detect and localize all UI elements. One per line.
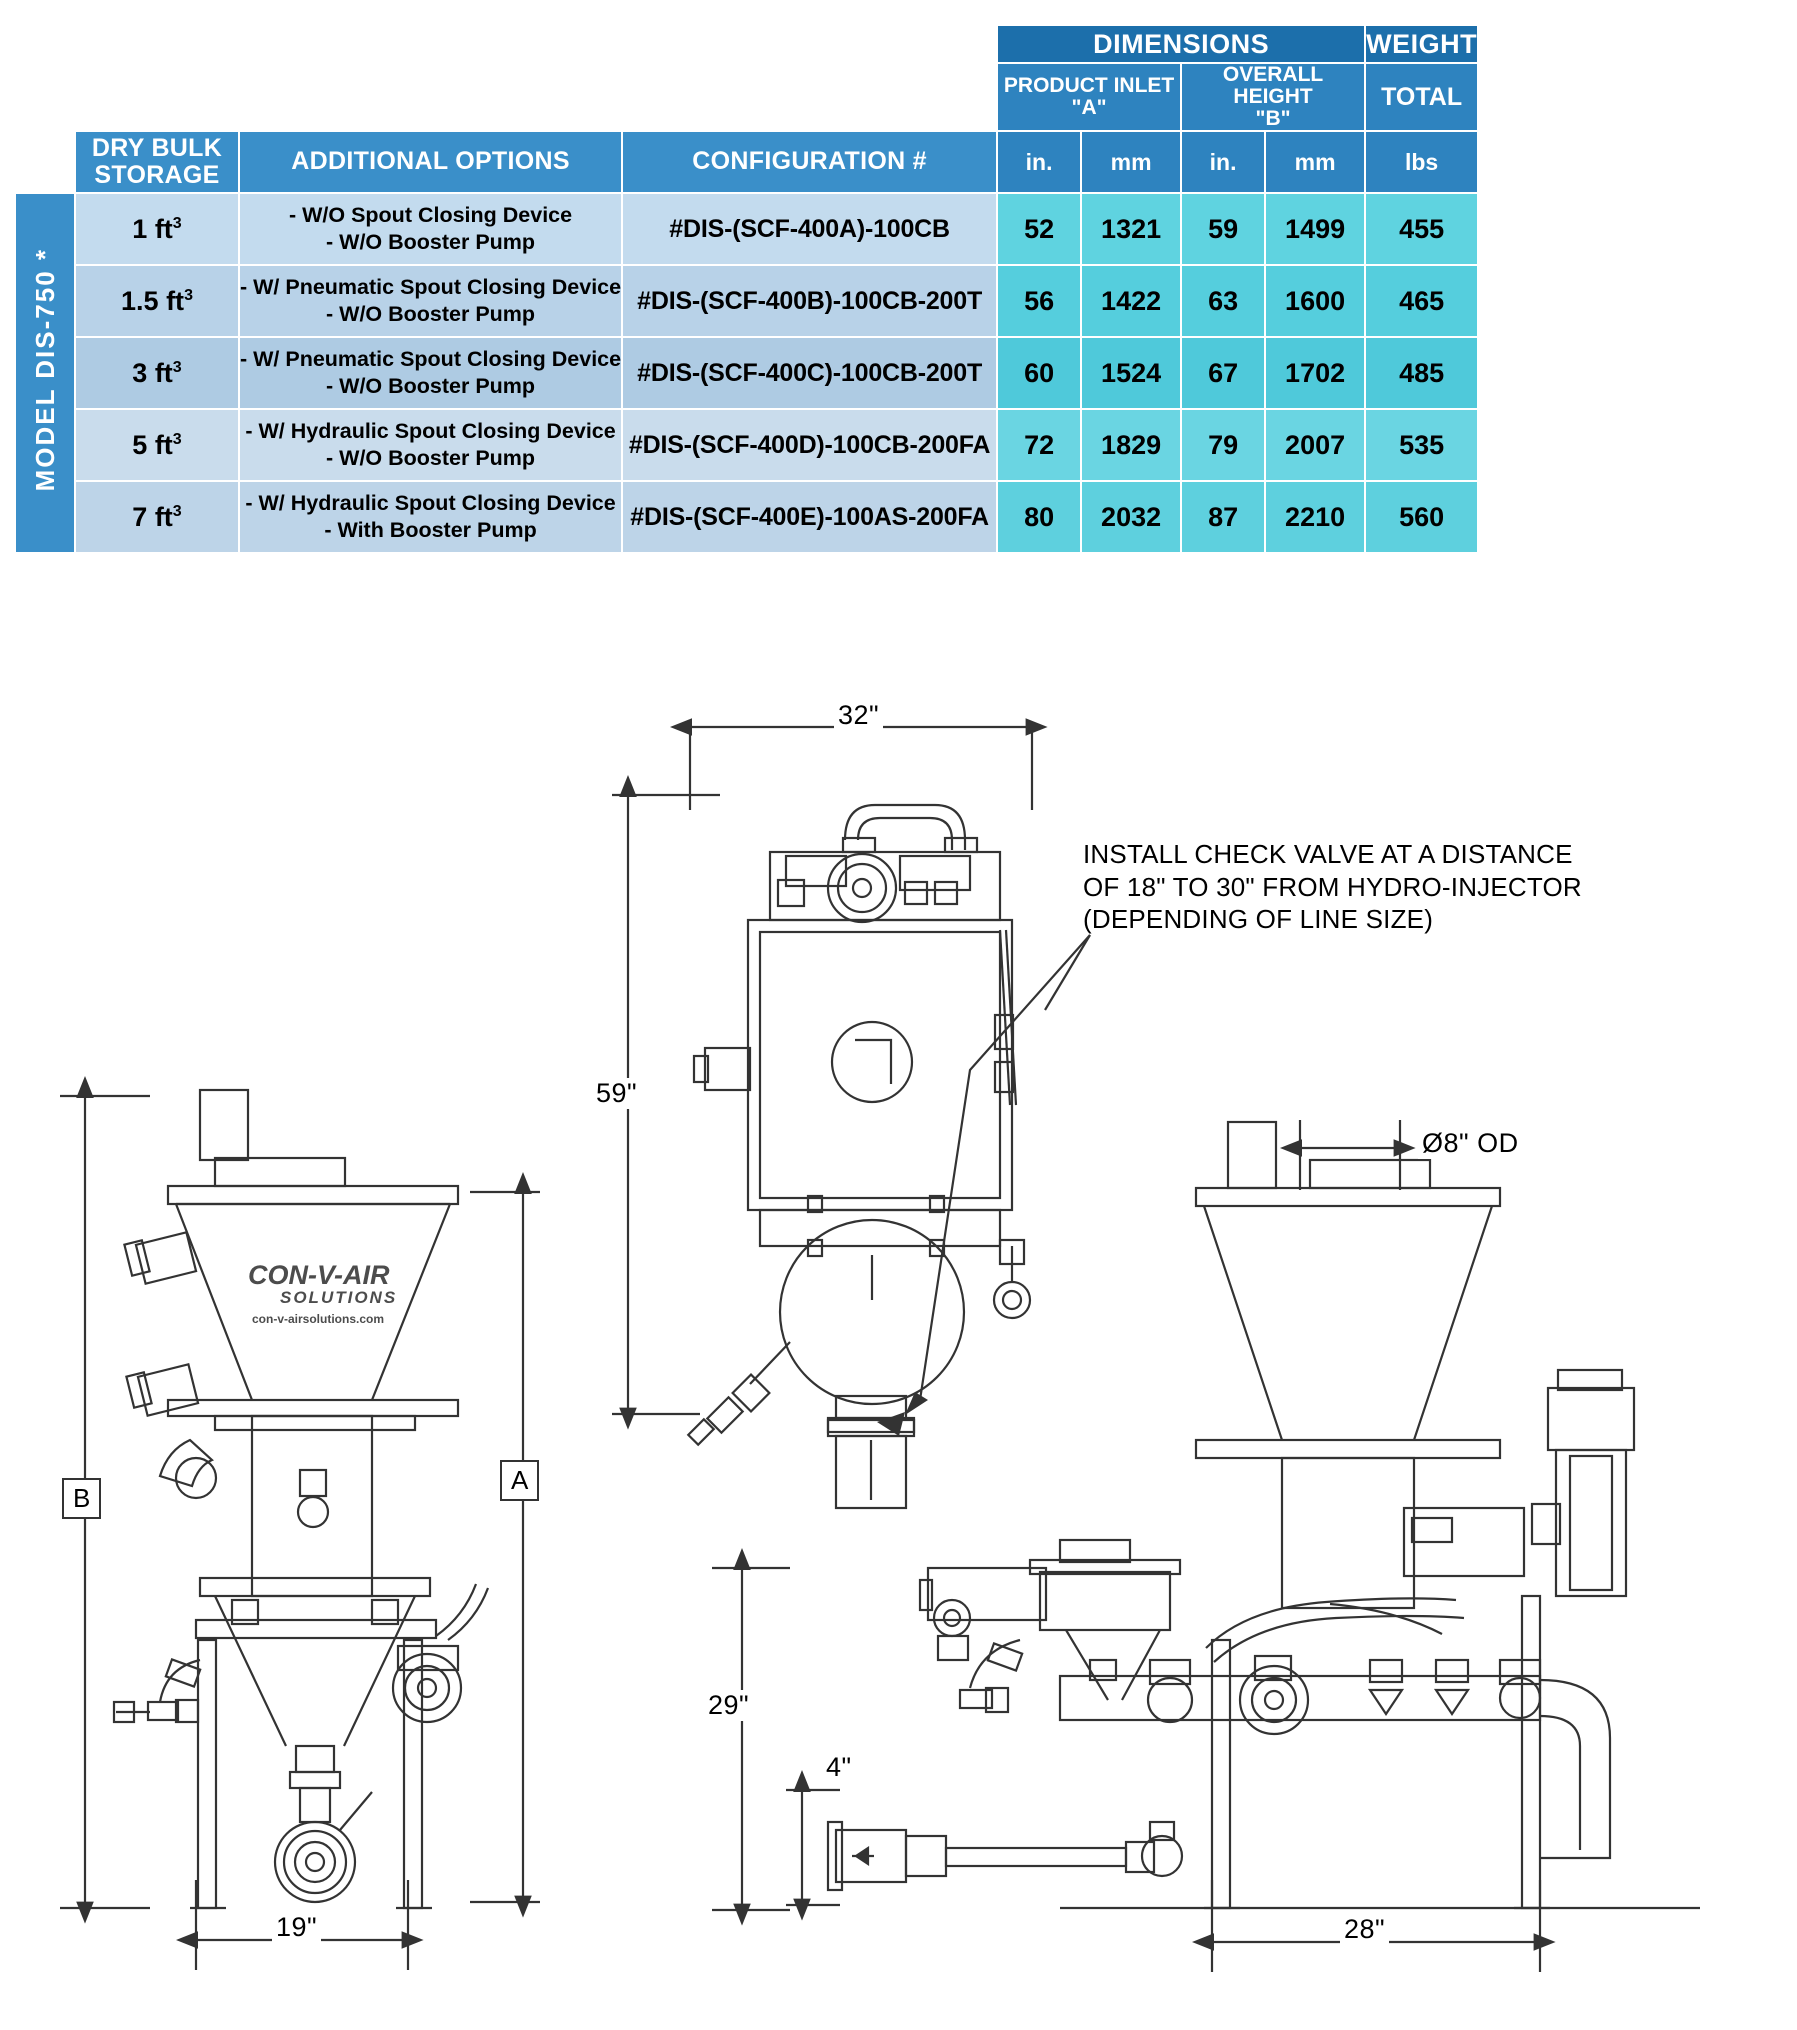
table-row — [15, 193, 1478, 265]
header-dry-bulk-storage — [75, 131, 239, 193]
header-overall-height-label: OVERALL HEIGHT — [1222, 63, 1324, 109]
cell-additional-options — [239, 409, 622, 481]
cell-bulk-storage-value: 3 ft — [132, 357, 173, 388]
cell-option-1: - W/O Spout Closing Device — [288, 202, 573, 227]
dim-left-width: 19" — [272, 1912, 321, 1943]
cell-inlet-mm: 2032 — [1081, 481, 1181, 553]
table-row — [15, 409, 1478, 481]
header-unit-mm-a: mm — [1081, 131, 1181, 193]
cell-bulk-storage-value: 7 ft — [132, 501, 173, 532]
dim-ref-a: A — [500, 1460, 539, 1501]
cell-option-1: - W/ Pneumatic Spout Closing Device — [240, 346, 622, 371]
logo-sub: SOLUTIONS — [280, 1288, 398, 1307]
cell-bulk-storage-exp: 3 — [184, 286, 193, 304]
header-dry-bulk-storage-line2: STORAGE — [94, 161, 220, 190]
cell-bulk-storage-exp: 3 — [172, 502, 182, 520]
cell-bulk-storage — [75, 337, 239, 409]
header-product-inlet-label: PRODUCT INLET — [1003, 74, 1175, 98]
cell-height-mm: 2210 — [1265, 481, 1365, 553]
cell-weight-lbs: 465 — [1365, 265, 1478, 337]
cell-additional-options — [239, 193, 622, 265]
table-row — [15, 265, 1478, 337]
cell-height-mm: 2007 — [1265, 409, 1365, 481]
dim-top-height: 59" — [592, 1078, 641, 1109]
cell-configuration: #DIS-(SCF-400C)-100CB-200T — [622, 337, 997, 409]
cell-inlet-in: 56 — [997, 265, 1081, 337]
cell-height-in: 79 — [1181, 409, 1265, 481]
model-label-cell — [15, 193, 75, 553]
cell-bulk-storage-exp: 3 — [172, 430, 182, 448]
cell-bulk-storage — [75, 481, 239, 553]
header-dry-bulk-storage-line1: DRY BULK — [91, 133, 223, 162]
cell-bulk-storage — [75, 193, 239, 265]
header-dimensions: DIMENSIONS — [997, 25, 1365, 63]
header-overall-height-ref: "B" — [1255, 107, 1291, 131]
cell-inlet-mm: 1321 — [1081, 193, 1181, 265]
cell-bulk-storage-exp: 3 — [172, 358, 182, 376]
cell-bulk-storage-value: 5 ft — [132, 429, 173, 460]
cell-inlet-in: 52 — [997, 193, 1081, 265]
cell-height-in: 59 — [1181, 193, 1265, 265]
dim-pipe-od: Ø8" OD — [1418, 1128, 1523, 1159]
cell-weight-lbs: 485 — [1365, 337, 1478, 409]
cell-bulk-storage — [75, 409, 239, 481]
cell-configuration: #DIS-(SCF-400D)-100CB-200FA — [622, 409, 997, 481]
cell-bulk-storage — [75, 265, 239, 337]
cell-bulk-storage-value: 1.5 ft — [121, 285, 185, 316]
cell-additional-options — [239, 481, 622, 553]
cell-option-2: - With Booster Pump — [324, 518, 537, 543]
header-unit-lbs: lbs — [1365, 131, 1478, 193]
model-label: MODEL DIS-750 * — [29, 247, 60, 492]
cell-option-1: - W/ Hydraulic Spout Closing Device — [245, 418, 616, 443]
cell-height-in: 87 — [1181, 481, 1265, 553]
cell-option-1: - W/ Hydraulic Spout Closing Device — [245, 490, 616, 515]
callout-line-3: (DEPENDING OF LINE SIZE) — [1083, 904, 1434, 934]
dim-top-width: 32" — [834, 700, 883, 731]
cell-weight-lbs: 455 — [1365, 193, 1478, 265]
dim-right-width: 28" — [1340, 1914, 1389, 1945]
cell-height-mm: 1702 — [1265, 337, 1365, 409]
cell-inlet-mm: 1524 — [1081, 337, 1181, 409]
header-product-inlet — [997, 63, 1181, 131]
specification-table — [14, 24, 1479, 554]
cell-inlet-in: 80 — [997, 481, 1081, 553]
logo-brand: CON-V-AIR — [248, 1260, 390, 1290]
cell-bulk-storage-value: 1 ft — [132, 213, 173, 244]
table-row — [15, 481, 1478, 553]
header-weight: WEIGHT — [1365, 25, 1478, 63]
header-unit-mm-b: mm — [1265, 131, 1365, 193]
header-overall-height — [1181, 63, 1365, 131]
cell-additional-options — [239, 337, 622, 409]
cell-bulk-storage-exp: 3 — [172, 214, 182, 232]
header-additional-options: ADDITIONAL OPTIONS — [239, 131, 622, 193]
cell-option-1: - W/ Pneumatic Spout Closing Device — [240, 274, 622, 299]
cell-configuration: #DIS-(SCF-400A)-100CB — [622, 193, 997, 265]
table-row — [15, 337, 1478, 409]
cell-inlet-mm: 1829 — [1081, 409, 1181, 481]
logo-url: con-v-airsolutions.com — [252, 1312, 385, 1326]
cell-option-2: - W/O Booster Pump — [326, 446, 536, 471]
dim-right-height: 29" — [704, 1690, 753, 1721]
cell-weight-lbs: 535 — [1365, 409, 1478, 481]
cell-option-2: - W/O Booster Pump — [326, 230, 536, 255]
cell-inlet-in: 72 — [997, 409, 1081, 481]
cell-height-mm: 1499 — [1265, 193, 1365, 265]
cell-inlet-in: 60 — [997, 337, 1081, 409]
cell-height-in: 63 — [1181, 265, 1265, 337]
cell-configuration: #DIS-(SCF-400E)-100AS-200FA — [622, 481, 997, 553]
cell-height-in: 67 — [1181, 337, 1265, 409]
cell-weight-lbs: 560 — [1365, 481, 1478, 553]
header-unit-in-a: in. — [997, 131, 1081, 193]
header-product-inlet-ref: "A" — [1071, 96, 1107, 120]
dim-right-small: 4" — [822, 1752, 856, 1783]
cell-configuration: #DIS-(SCF-400B)-100CB-200T — [622, 265, 997, 337]
callout-line-1: INSTALL CHECK VALVE AT A DISTANCE — [1083, 839, 1573, 869]
cell-height-mm: 1600 — [1265, 265, 1365, 337]
cell-option-2: - W/O Booster Pump — [326, 374, 536, 399]
header-unit-in-b: in. — [1181, 131, 1265, 193]
cell-option-2: - W/O Booster Pump — [326, 302, 536, 327]
callout-check-valve — [1083, 838, 1582, 936]
dim-ref-b: B — [62, 1478, 101, 1519]
header-total: TOTAL — [1365, 63, 1478, 131]
cell-inlet-mm: 1422 — [1081, 265, 1181, 337]
header-configuration: CONFIGURATION # — [622, 131, 997, 193]
cell-additional-options — [239, 265, 622, 337]
callout-line-2: OF 18" TO 30" FROM HYDRO-INJECTOR — [1083, 871, 1582, 902]
